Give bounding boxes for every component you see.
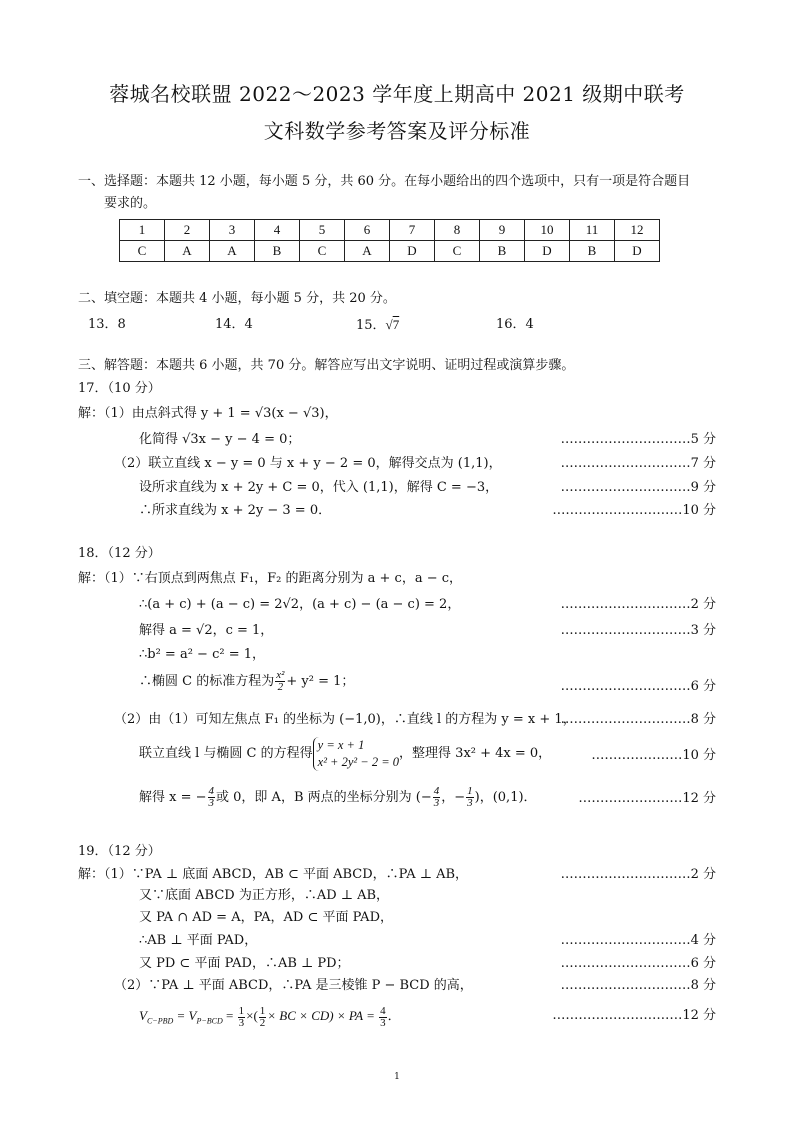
fraction (259, 1006, 267, 1029)
fill-answer-15 (356, 316, 399, 335)
answer-cell: B (255, 241, 300, 262)
q19-step-4: ∴AB ⊥ 平面 PAD， (139, 933, 258, 948)
q17-score-2: …………………………5 分 (560, 432, 716, 447)
answer-cell: A (210, 241, 255, 262)
denominator: 2 (259, 1016, 266, 1029)
question-number-cell: 12 (615, 220, 660, 241)
numerator: 1 (467, 785, 473, 797)
system-equation-1: y = x + 1 (317, 737, 365, 752)
q18-step-5-text: ∴椭圆 C 的标准方程为 (139, 674, 275, 689)
q18-step-5-tail: + y² = 1； (286, 674, 355, 689)
question-number-row (120, 220, 660, 241)
q18-step-7-text: 联立直线 l 与椭圆 C 的方程得 (139, 746, 313, 761)
fill-answer-14: 14．4 (215, 317, 253, 332)
numerator: 1 (259, 1004, 266, 1017)
q18-step-8-a: 解得 x = − (139, 790, 207, 805)
q17-step-3: （2）联立直线 x − y = 0 与 x + y − 2 = 0，解得交点为 (1,1)， (114, 456, 502, 471)
q19-step-6: （2）∵PA ⊥ 平面 ABCD，∴PA 是三棱锥 P − BCD 的高， (114, 978, 473, 993)
fill-answer-15-label: 15． (356, 318, 386, 333)
denominator: 3 (208, 797, 215, 809)
question-number-cell: 3 (210, 220, 255, 241)
numerator: 1 (238, 1004, 245, 1017)
page-subtitle: 文科数学参考答案及评分标准 (263, 119, 531, 143)
volume-symbol: = V (173, 1008, 197, 1023)
q19-step-7 (139, 1002, 401, 1036)
question-number-cell: 9 (480, 220, 525, 241)
q18-step-5 (139, 670, 354, 693)
q17-score-4: …………………………9 分 (560, 480, 716, 495)
q18-step-3: 解得 a = √2，c = 1， (139, 623, 274, 638)
q17-label: 17．（10 分） (78, 381, 161, 396)
q18-label: 18．（12 分） (78, 546, 161, 561)
question-number-cell: 11 (570, 220, 615, 241)
fill-answer-15-value: 7 (392, 317, 400, 332)
volume-symbol: V (139, 1008, 147, 1023)
answer-cell: C (120, 241, 165, 262)
product-expression: × BC × CD) × PA = (267, 1008, 379, 1023)
q18-score-2: …………………………2 分 (560, 597, 716, 612)
q19-label: 19．（12 分） (78, 844, 161, 859)
q18-score-3: …………………………3 分 (560, 623, 716, 638)
fraction (466, 786, 474, 809)
numerator: 4 (380, 1004, 386, 1017)
q18-step-8-c: ，− (441, 790, 466, 805)
section3-heading: 三、解答题：本题共 6 小题，共 70 分。解答应写出文字说明、证明过程或演算步骤。 (78, 358, 575, 373)
answer-cell: B (570, 241, 615, 262)
q19-score-1: …………………………2 分 (560, 867, 716, 882)
equals: = (222, 1008, 237, 1023)
q18-step-6: （2）由（1）可知左焦点 F₁ 的坐标为 (−1,0)，∴直线 l 的方程为 y = x + 1， (114, 712, 576, 727)
q18-score-5: …………………………6 分 (560, 679, 716, 694)
q19-score-4: …………………………4 分 (560, 933, 716, 948)
answer-row (120, 241, 660, 262)
answer-cell: B (480, 241, 525, 262)
question-number-cell: 1 (120, 220, 165, 241)
equation-system (313, 737, 399, 771)
sqrt-symbol: √ (385, 317, 393, 332)
q19-step-2: 又∵底面 ABCD 为正方形，∴AD ⊥ AB， (139, 888, 390, 903)
question-number-cell: 10 (525, 220, 570, 241)
answer-cell: A (345, 241, 390, 262)
question-number-cell: 5 (300, 220, 345, 241)
q18-score-7: …………………10 分 (591, 748, 716, 763)
q18-step-4: ∴b² = a² − c² = 1， (139, 647, 266, 662)
denominator: 3 (380, 1016, 386, 1029)
fraction (208, 786, 216, 809)
q18-step-7-tail: ，整理得 3x² + 4x = 0， (399, 746, 552, 761)
q18-step-8-d: )，(0,1)． (474, 790, 537, 805)
q18-step-8-b: 或 0，即 A，B 两点的坐标分别为 (− (216, 790, 432, 805)
page-number: 1 (394, 1072, 400, 1082)
q19-step-1: 解：（1）∵PA ⊥ 底面 ABCD，AB ⊂ 平面 ABCD，∴PA ⊥ AB， (78, 867, 469, 882)
period: ． (387, 1008, 401, 1023)
fill-answer-16: 16．4 (496, 317, 534, 332)
volume-subscript: C−PBD (146, 1016, 174, 1026)
denominator: 2 (277, 681, 284, 693)
q18-step-1: 解：（1）∵右顶点到两焦点 F₁，F₂ 的距离分别为 a + c，a − c， (78, 571, 463, 586)
section1-heading: 一、选择题：本题共 12 小题，每小题 5 分，共 60 分。在每小题给出的四个选项中，只有一项是符合题目 (78, 174, 691, 189)
fraction (275, 670, 285, 693)
fraction (433, 786, 441, 809)
answer-cell: D (390, 241, 435, 262)
q19-step-3: 又 PA ∩ AD = A，PA，AD ⊂ 平面 PAD， (139, 910, 393, 925)
choice-answer-table (119, 219, 660, 262)
answer-cell: D (615, 241, 660, 262)
fill-answer-13: 13．8 (88, 317, 126, 332)
denominator: 3 (433, 797, 440, 809)
q18-step-2: ∴(a + c) + (a − c) = 2√2，(a + c) − (a − c) = 2， (139, 597, 461, 612)
section1-heading-cont: 要求的。 (104, 196, 157, 211)
q19-score-5: …………………………6 分 (560, 956, 716, 971)
q17-step-4: 设所求直线为 x + 2y + C = 0，代入 (1,1)，解得 C = −3， (139, 480, 499, 495)
answer-cell: D (525, 241, 570, 262)
q18-step-7 (139, 736, 551, 772)
q19-step-5: 又 PD ⊂ 平面 PAD，∴AB ⊥ PD； (139, 956, 350, 971)
q19-score-6: …………………………8 分 (560, 978, 716, 993)
numerator: 4 (433, 785, 440, 797)
question-number-cell: 8 (435, 220, 480, 241)
system-equation-2: x² + 2y² − 2 = 0 (317, 754, 400, 769)
q19-score-7: …………………………12 分 (552, 1008, 716, 1023)
question-number-cell: 7 (390, 220, 435, 241)
answer-cell: C (435, 241, 480, 262)
denominator: 3 (467, 797, 473, 809)
q17-score-5: …………………………10 分 (552, 503, 716, 518)
numerator: x² (276, 669, 285, 681)
question-number-cell: 6 (345, 220, 390, 241)
times: ×( (246, 1008, 258, 1023)
fraction (379, 1006, 387, 1029)
numerator: 4 (208, 785, 215, 797)
question-number-cell: 2 (165, 220, 210, 241)
denominator: 3 (238, 1016, 245, 1029)
q18-step-8 (139, 785, 537, 811)
answer-cell: C (300, 241, 345, 262)
q17-step-5: ∴所求直线为 x + 2y − 3 = 0． (139, 503, 332, 518)
question-number-cell: 4 (255, 220, 300, 241)
fraction (238, 1006, 246, 1029)
q17-step-2: 化简得 √3x − y − 4 = 0； (139, 432, 301, 447)
q17-step-1: 解：（1）由点斜式得 y + 1 = √3(x − √3)， (78, 406, 338, 421)
answer-cell: A (165, 241, 210, 262)
volume-subscript: P−BCD (196, 1016, 223, 1026)
page-title: 蓉城名校联盟 2022～2023 学年度上期高中 2021 级期中联考 (109, 82, 685, 106)
q17-score-3: …………………………7 分 (560, 456, 716, 471)
q18-score-6: …………………………8 分 (560, 712, 716, 727)
section2-heading: 二、填空题：本题共 4 小题，每小题 5 分，共 20 分。 (78, 291, 396, 306)
q18-score-8: ……………………12 分 (578, 791, 716, 806)
